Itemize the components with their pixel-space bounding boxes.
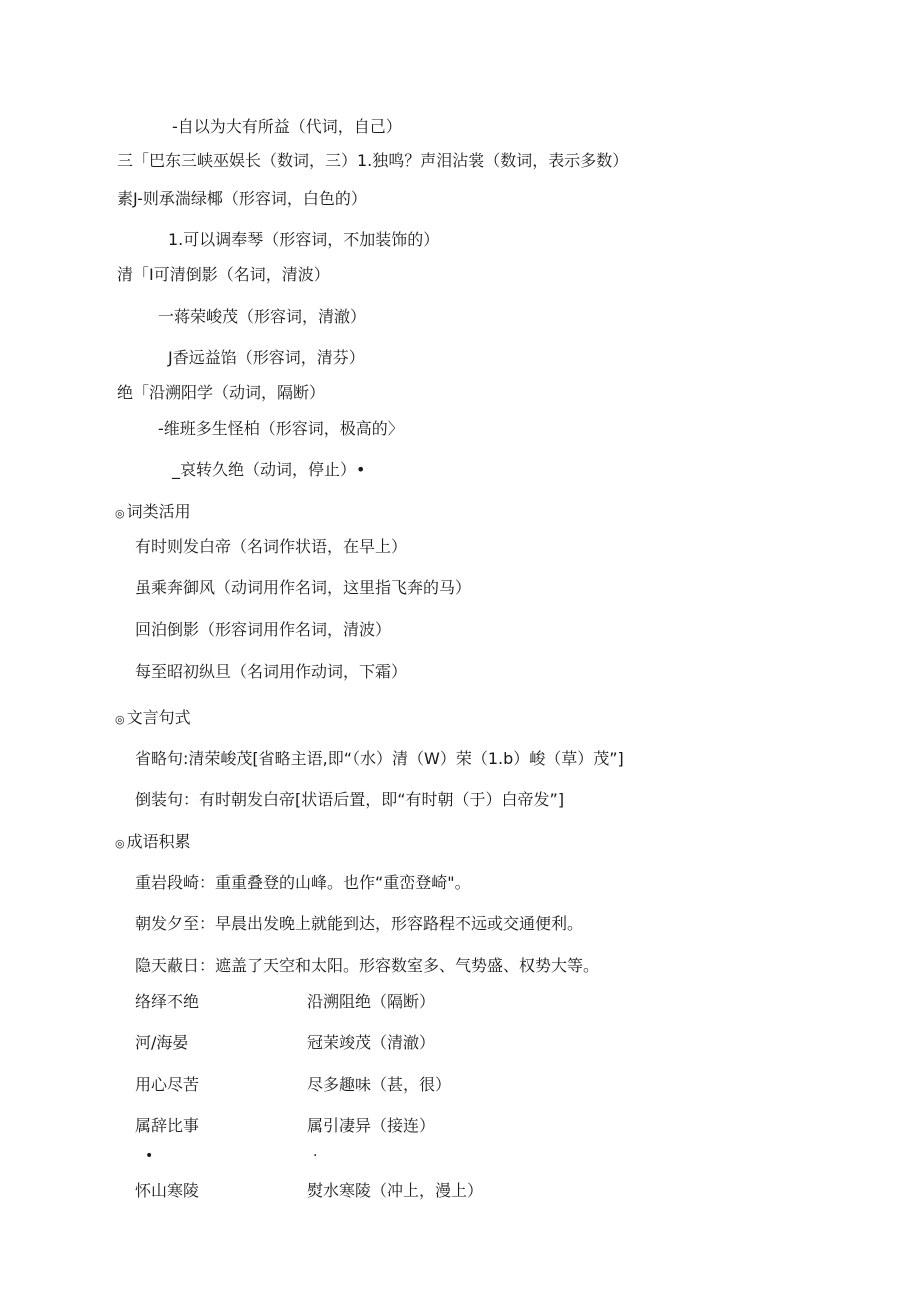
pair-left: 络绎不绝 [135, 992, 200, 1011]
list-item: 每至昭初纵旦（名词用作动词，下霜） [135, 662, 408, 681]
entry-line: 绝「沿溯阳学（动词，隔断） [117, 383, 326, 402]
entry-line: J香远益馅（形容词，清芬） [168, 348, 365, 367]
section-title: 文言句式 [126, 708, 191, 727]
circle-bullet-icon: ◎ [115, 507, 125, 520]
entry-line: 素J-则承湍绿椰（形容词，白色的） [117, 189, 367, 208]
dot-mark: · [313, 1148, 318, 1164]
section-heading [115, 710, 191, 726]
pair-left: 怀山寒陵 [135, 1181, 200, 1200]
entry-line: 清「I可清倒影（名词，清波） [117, 265, 330, 284]
pair-right: 尽多趣味（甚，很） [307, 1075, 452, 1094]
list-item: 虽乘奔御风（动词用作名词，这里指飞奔的马） [135, 578, 472, 597]
pair-left: 用心尽苦 [135, 1075, 200, 1094]
entry-line: 三「巴东三峡巫娱长（数词，三）1.独鸣？声泪沾裳（数词，表示多数） [117, 151, 629, 170]
pair-right: 沿溯阻绝（隔断） [307, 992, 436, 1011]
pair-right: 冠茉竣茂（清澈） [307, 1033, 436, 1052]
list-item: 重岩段崎：重重叠登的山峰。也作“重峦登崎"。 [135, 873, 471, 892]
entry-line: 一蒋荣峻茂（形容词，清澈） [158, 307, 367, 326]
section-title: 成语积累 [126, 832, 191, 851]
pair-right: 属引凄异（接连） [307, 1116, 436, 1135]
section-heading [115, 504, 191, 520]
list-item: 省略句:清荣峻茂[省略主语,即“（水）清（W）荣（1.b）峻（草）茂”] [135, 749, 624, 768]
dot-mark: • [145, 1148, 154, 1164]
entry-line: _哀转久绝（动词，停止）• [172, 460, 366, 479]
entry-line: 1.可以调奉琴（形容词，不加装饰的） [168, 230, 440, 249]
list-item: 倒装句：有时朝发白帝[状语后置，即“有时朝（于）白帝发”] [135, 790, 565, 809]
list-item: 朝发夕至：早晨出发晚上就能到达，形容路程不远或交通便利。 [135, 914, 584, 933]
section-heading [115, 834, 191, 850]
circle-bullet-icon: ◎ [115, 713, 125, 726]
entry-line: -维班多生怪柏（形容词，极高的〉 [158, 419, 404, 438]
list-item: 回泊倒影（形容词用作名词，清波） [135, 620, 392, 639]
entry-line: -自以为大有所益（代词，自己） [172, 117, 402, 136]
pair-left: 河/海晏 [135, 1033, 189, 1052]
list-item: 有时则发白帝（名词作状语，在早上） [135, 537, 408, 556]
pair-right: 熨水寒陵（冲上，漫上） [307, 1181, 484, 1200]
section-title: 词类活用 [126, 502, 191, 521]
list-item: 隐天蔽日：遮盖了天空和太阳。形容数室多、气势盛、权势大等。 [135, 956, 600, 975]
circle-bullet-icon: ◎ [115, 837, 125, 850]
pair-left: 属辞比事 [135, 1116, 200, 1135]
